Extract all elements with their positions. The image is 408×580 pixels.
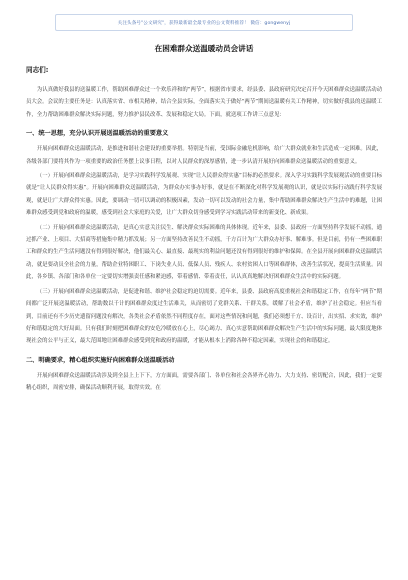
promo-banner[interactable]: 关注头条号"公文研究"，获得最新最全最专业的公文资料推荐！ 微信：gongwenyj [55, 14, 353, 31]
paragraph-point-2: （二）开展向困难群众送温暖活动，是真心实意关注民生、解决群众实际困难的具体体现。近年来，县委、县政府一方面坚持科学发展不动摇，通过抓产业、上项目、大招商等措施集中精力抓发展；另一方面坚持改善民生不动摇，千方百计为广大群众办好事、解难事。但是目前，仍有一些困难职工和群众的生产生活问题没有得到很好解决，他们最关心、最直接、最现实的利益问题还没有得到很好的维护和保障。在全县开展向困难群众送温暖活动，就是要动员全社会的力量，帮助企业特困职工、下岗失业人员、低保人员、残疾人、农村贫困人口等困难群体，改善生活状况，提高生活质量。因此，各乡镇、各部门和各单位一定要切实增强责任感和紧迫感，带着感情、带着责任，认认真真地解决好困难群众生活中的实际问题。 [26, 224, 382, 281]
paragraph-section-1-intro: 开展向困难群众送温暖活动，是推进和谐社会建设的重要举措。特别是当前，受国际金融危机影响，给广大群众就业和生活造成一定困难。因此，各级各部门要将其作为一项重要的政治任务摆上议事日程，以对人民群众的深厚感情，进一步认清开展好向困难群众送温暖活动的重要意义。 [26, 146, 382, 165]
paragraph-intro: 为认真做好我县的送温暖工作，帮助困难群众过一个欢乐祥和的“两节”，根据省市要求，经县委、县政府研究决定召开今天困难群众送温暖活动动员大会。会议的主要任务是：认真落实省、市相关精神，结合全县实际，全面落实关于做好“两节”期间送温暖有关工作精神，切实做好我县的送温暖工作，全力帮助困难群众解决实际问题，努力推护县民改革、发展和稳定大局。下面，就送项工作讲三点意见： [26, 87, 382, 118]
paragraph-point-1: （一）开展向困难群众送温暖活动，是学习实践科学发展观、实现“让人民群众得实惠”目标的必然要求。深入学习实践科学发展观活动的重要目标就是“让人民群众得实惠”。开展向困难群众送温暖活动，为群众办实事办好事，就是在不断深化对科学发展观的认识，就是以实际行动践行科学发展观，就是让广大群众得实惠。因此，要调动一切可以调动的积极因素，发动一切可以发动的社会力量，集中帮助困难群众解决生产生活中的难题，让困难群众感受到党和政府的温暖，感受到社会大家庭的关爱，让广大群众切身感受到学习实践活动带来的新变化、新成果。 [26, 173, 382, 217]
section-heading-1: 一、统一思想，充分认识开展送温暖活动的重要意义 [26, 130, 169, 138]
paragraph-section-2-intro: 开展向困难群众送温暖活动涉及到全县上上下下，方方面面，需要各部门、各单位和社会各界齐心协力、大力支持、密切配合，因此，我们一定要精心组织，周密安排，确保活动顺利开展，取得实效。在 [26, 372, 382, 392]
greeting: 同志们: [26, 66, 49, 74]
document-body [26, 64, 382, 397]
paragraph-point-3: （三）开展向困难群众送温暖活动，是促进和谐、维护社会稳定的迫切需要。近年来，县委、县政府高度重视社会和谐稳定工作，在每年“两节”期间都广泛开展送温暖活动，帮助数以千计的困难群众度过生活难关，从而密切了党群关系、干群关系，缓解了社会矛盾，维护了社会稳定。但应当看到，目前还有不少历史遗留问题没有解决，各类社会矛盾依然不同程度存在，面对这些情况和问题，我们必须想千方、设百计，出实招、求实效，维护好和谐稳定的大好局面。只有我们时刻把困难群众的安危冷暖放在心上，尽心竭力、真心实意帮助困难群众解决生产生活中的实际问题，最大限度地体现社会的公平与正义，最大范围地让困难群众感受到党和政府的温暖，才能从根本上消除各种不稳定因素，实现社会的和谐稳定。 [26, 288, 382, 345]
section-heading-2: 二、明确要求，精心组织实施好向困难群众送温暖活动 [26, 356, 175, 364]
page-title: 在困难群众送温暖动员会讲话 [154, 44, 254, 53]
